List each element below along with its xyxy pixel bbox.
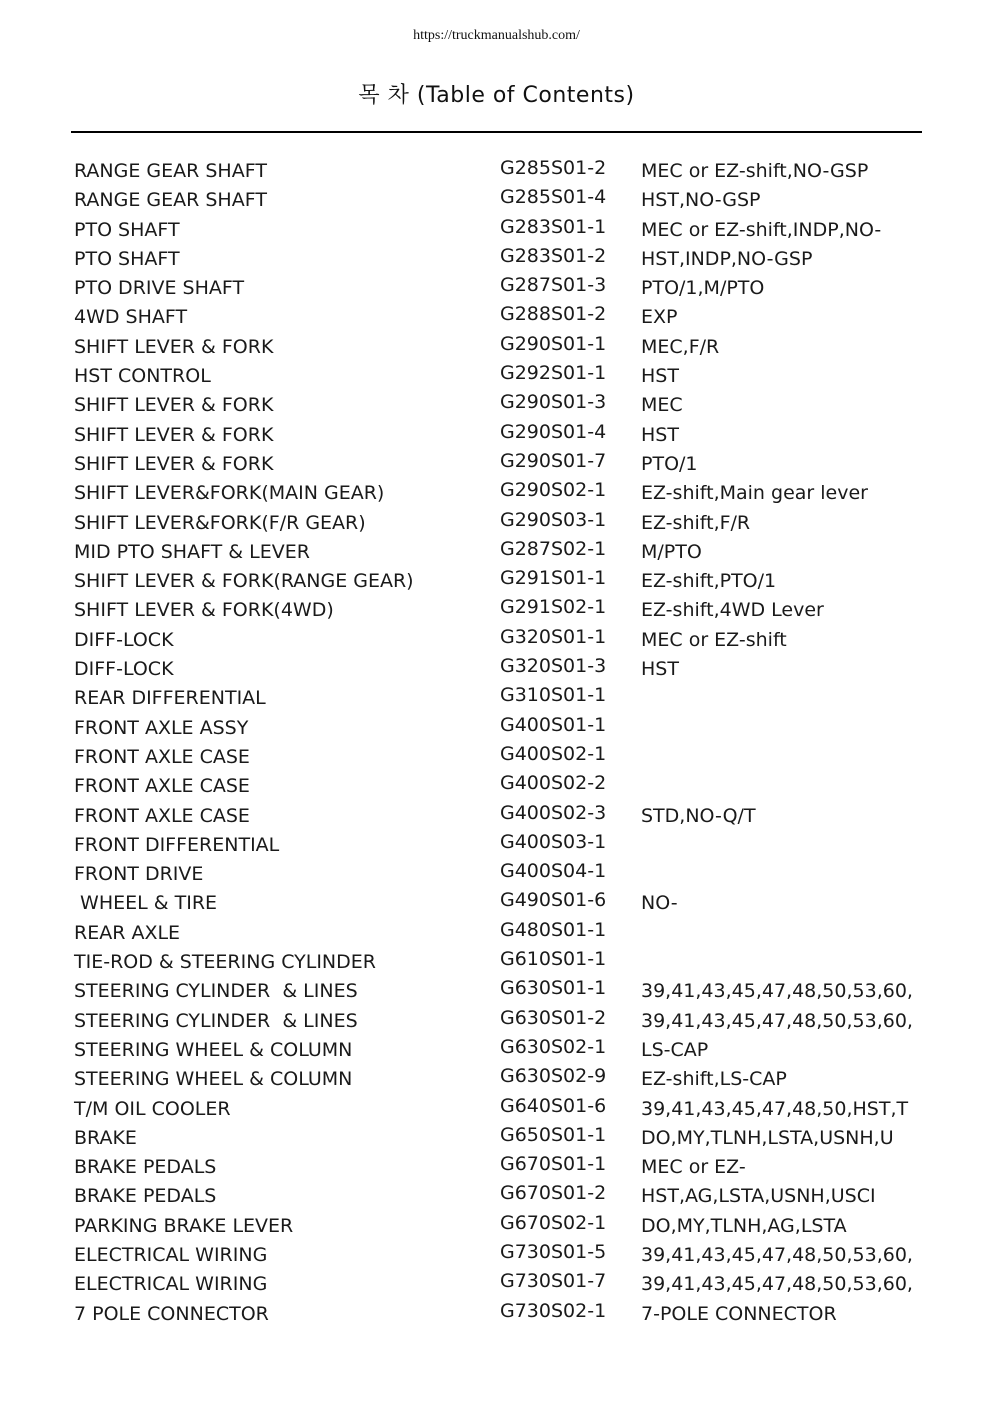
toc-entry-title: T/M OIL COOLER xyxy=(74,1097,231,1120)
toc-entry-code: G285S01-4 xyxy=(500,186,607,209)
toc-entry-code: G480S01-1 xyxy=(500,918,607,941)
toc-entry-title: BRAKE xyxy=(74,1126,137,1149)
toc-row xyxy=(74,421,934,450)
toc-entry-title: SHIFT LEVER & FORK xyxy=(74,452,274,475)
toc-entry-code: G287S02-1 xyxy=(500,537,607,560)
toc-entry-code: G630S01-2 xyxy=(500,1006,607,1029)
toc-entry-code: G288S01-2 xyxy=(500,303,607,326)
toc-entry-code: G287S01-3 xyxy=(500,274,607,297)
toc-entry-code: G610S01-1 xyxy=(500,948,607,971)
toc-row xyxy=(74,1300,934,1329)
toc-entry-title: PARKING BRAKE LEVER xyxy=(74,1214,294,1237)
toc-entry-title: DIFF-LOCK xyxy=(74,628,174,651)
toc-entry-note: M/PTO xyxy=(641,540,702,563)
toc-entry-note: 39,41,43,45,47,48,50,53,60, xyxy=(641,980,913,1003)
toc-entry-title: SHIFT LEVER&FORK(MAIN GEAR) xyxy=(74,482,385,505)
toc-entry-title: STEERING CYLINDER & LINES xyxy=(74,1009,358,1032)
toc-entry-title: 4WD SHAFT xyxy=(74,306,188,329)
toc-entry-title: SHIFT LEVER & FORK xyxy=(74,335,274,358)
toc-entry-note: 39,41,43,45,47,48,50,53,60, xyxy=(641,1243,913,1266)
toc-entry-code: G290S01-3 xyxy=(500,391,607,414)
toc-row xyxy=(74,362,934,391)
toc-entry-title: TIE-ROD & STEERING CYLINDER xyxy=(74,951,376,974)
toc-row xyxy=(74,245,934,274)
toc-entry-title: FRONT AXLE CASE xyxy=(74,745,250,768)
toc-entry-title: FRONT DRIVE xyxy=(74,863,204,886)
toc-entry-title: FRONT AXLE CASE xyxy=(74,804,250,827)
toc-entry-title: FRONT AXLE CASE xyxy=(74,775,250,798)
toc-row xyxy=(74,157,934,186)
toc-entry-code: G310S01-1 xyxy=(500,684,607,707)
toc-row xyxy=(74,1007,934,1036)
toc-entry-code: G730S01-5 xyxy=(500,1240,607,1263)
toc-entry-code: G283S01-1 xyxy=(500,215,607,238)
toc-entry-code: G400S01-1 xyxy=(500,713,607,736)
toc-entry-title: STEERING WHEEL & COLUMN xyxy=(74,1038,353,1061)
toc-entry-note: EZ-shift,PTO/1 xyxy=(641,570,777,593)
toc-row xyxy=(74,772,934,801)
toc-entry-note: MEC or EZ-shift,NO-GSP xyxy=(641,160,869,182)
toc-row xyxy=(74,684,934,713)
toc-row xyxy=(74,743,934,772)
toc-entry-code: G630S01-1 xyxy=(500,977,607,1000)
toc-entry-note: HST,AG,LSTA,USNH,USCI xyxy=(641,1185,876,1208)
toc-row xyxy=(74,1212,934,1241)
toc-entry-note: PTO/1 xyxy=(641,452,698,475)
toc-entry-code: G290S01-4 xyxy=(500,420,607,443)
source-url: https://truckmanualshub.com/ xyxy=(413,28,580,43)
toc-entry-title: SHIFT LEVER&FORK(F/R GEAR) xyxy=(74,511,366,534)
toc-row xyxy=(74,831,934,860)
toc-entry-note: MEC or EZ-shift,INDP,NO- xyxy=(641,218,882,241)
toc-row xyxy=(74,977,934,1006)
toc-entry-title: STEERING WHEEL & COLUMN xyxy=(74,1068,353,1091)
toc-row xyxy=(74,626,934,655)
toc-entry-note: DO,MY,TLNH,LSTA,USNH,U xyxy=(641,1126,894,1149)
toc-entry-code: G320S01-1 xyxy=(500,625,607,648)
toc-entry-code: G670S02-1 xyxy=(500,1211,607,1234)
toc-entry-title: PTO SHAFT xyxy=(74,218,180,241)
toc-entry-title: HST CONTROL xyxy=(74,365,211,388)
toc-row xyxy=(74,450,934,479)
toc-entry-title: STEERING CYLINDER & LINES xyxy=(74,980,358,1003)
toc-row xyxy=(74,948,934,977)
toc-entry-title: SHIFT LEVER & FORK xyxy=(74,423,274,446)
toc-entry-note: NO- xyxy=(641,892,678,915)
toc-entry-title: FRONT DIFFERENTIAL xyxy=(74,833,280,856)
toc-entry-code: G670S01-1 xyxy=(500,1153,607,1176)
toc-entry-title: SHIFT LEVER & FORK xyxy=(74,394,274,417)
toc-entry-title: RANGE GEAR SHAFT xyxy=(74,189,267,212)
toc-row xyxy=(74,479,934,508)
toc-entry-title: REAR AXLE xyxy=(74,921,181,944)
toc-entry-title: WHEEL & TIRE xyxy=(74,892,218,915)
toc-entry-note: 39,41,43,45,47,48,50,HST,T xyxy=(641,1097,909,1120)
toc-row xyxy=(74,186,934,215)
toc-entry-note: HST xyxy=(641,365,679,388)
toc-row xyxy=(74,860,934,889)
toc-entry-title: BRAKE PEDALS xyxy=(74,1156,217,1179)
toc-row xyxy=(74,1182,934,1211)
toc-entry-code: G290S03-1 xyxy=(500,508,607,531)
toc-entry-code: G400S04-1 xyxy=(500,860,607,883)
toc-entry-code: G291S01-1 xyxy=(500,567,607,590)
toc-row xyxy=(74,303,934,332)
toc-entry-title: DIFF-LOCK xyxy=(74,658,174,681)
toc-entry-note: STD,NO-Q/T xyxy=(641,804,756,827)
toc-entry-code: G290S02-1 xyxy=(500,479,607,502)
toc-entry-note: MEC or EZ-shift xyxy=(641,628,787,651)
toc-entry-title: SHIFT LEVER & FORK(RANGE GEAR) xyxy=(74,570,414,593)
toc-entry-note: EZ-shift,Main gear lever xyxy=(641,482,868,505)
toc-entry-title: PTO DRIVE SHAFT xyxy=(74,277,245,300)
toc-entry-note: EZ-shift,F/R xyxy=(641,511,751,534)
toc-entry-code: G290S01-1 xyxy=(500,332,607,355)
toc-row xyxy=(74,1270,934,1299)
toc-entry-title: SHIFT LEVER & FORK(4WD) xyxy=(74,599,334,622)
toc-entry-note: 7-POLE CONNECTOR xyxy=(641,1302,837,1325)
header-divider xyxy=(71,131,922,133)
toc-entry-title: FRONT AXLE ASSY xyxy=(74,716,249,739)
toc-row xyxy=(74,1036,934,1065)
toc-entry-note: 39,41,43,45,47,48,50,53,60, xyxy=(641,1009,913,1032)
toc-entry-note: MEC or EZ- xyxy=(641,1156,746,1179)
toc-entry-note: EXP xyxy=(641,306,678,329)
toc-entry-title: 7 POLE CONNECTOR xyxy=(74,1302,269,1325)
toc-entry-code: G630S02-9 xyxy=(500,1065,607,1088)
toc-row xyxy=(74,509,934,538)
toc-entry-note: MEC,F/R xyxy=(641,335,720,358)
toc-row xyxy=(74,538,934,567)
toc-entry-note: HST xyxy=(641,423,679,446)
table-of-contents xyxy=(74,157,934,1329)
toc-entry-note: EZ-shift,LS-CAP xyxy=(641,1068,787,1091)
toc-entry-code: G292S01-1 xyxy=(500,362,607,385)
toc-row xyxy=(74,333,934,362)
toc-entry-code: G730S02-1 xyxy=(500,1299,607,1322)
toc-entry-code: G283S01-2 xyxy=(500,244,607,267)
toc-row xyxy=(74,216,934,245)
toc-entry-code: G290S01-7 xyxy=(500,449,607,472)
page-title: 목 차 (Table of Contents) xyxy=(358,83,635,108)
toc-row xyxy=(74,1153,934,1182)
toc-entry-note: PTO/1,M/PTO xyxy=(641,277,765,300)
toc-row xyxy=(74,596,934,625)
toc-entry-code: G320S01-3 xyxy=(500,655,607,678)
toc-entry-code: G285S01-2 xyxy=(500,157,607,179)
toc-entry-note: DO,MY,TLNH,AG,LSTA xyxy=(641,1214,847,1237)
toc-entry-code: G400S02-3 xyxy=(500,801,607,824)
toc-entry-code: G640S01-6 xyxy=(500,1094,607,1117)
toc-entry-title: RANGE GEAR SHAFT xyxy=(74,160,267,182)
toc-row xyxy=(74,919,934,948)
toc-entry-code: G630S02-1 xyxy=(500,1035,607,1058)
toc-entry-title: BRAKE PEDALS xyxy=(74,1185,217,1208)
toc-entry-title: PTO SHAFT xyxy=(74,247,180,270)
toc-entry-note: LS-CAP xyxy=(641,1038,709,1061)
toc-entry-title: REAR DIFFERENTIAL xyxy=(74,687,266,710)
toc-row xyxy=(74,1065,934,1094)
toc-row xyxy=(74,889,934,918)
toc-row xyxy=(74,1124,934,1153)
toc-entry-code: G730S01-7 xyxy=(500,1270,607,1293)
toc-row xyxy=(74,655,934,684)
toc-entry-code: G291S02-1 xyxy=(500,596,607,619)
toc-entry-note: HST,NO-GSP xyxy=(641,189,761,212)
toc-entry-title: ELECTRICAL WIRING xyxy=(74,1273,268,1296)
toc-entry-title: MID PTO SHAFT & LEVER xyxy=(74,540,310,563)
toc-row xyxy=(74,1241,934,1270)
toc-row xyxy=(74,802,934,831)
toc-entry-code: G400S03-1 xyxy=(500,830,607,853)
toc-entry-code: G670S01-2 xyxy=(500,1182,607,1205)
toc-entry-code: G490S01-6 xyxy=(500,889,607,912)
toc-entry-code: G400S02-1 xyxy=(500,742,607,765)
toc-row xyxy=(74,567,934,596)
toc-entry-note: HST,INDP,NO-GSP xyxy=(641,247,813,270)
toc-entry-title: ELECTRICAL WIRING xyxy=(74,1243,268,1266)
toc-entry-code: G400S02-2 xyxy=(500,772,607,795)
toc-entry-note: EZ-shift,4WD Lever xyxy=(641,599,824,622)
toc-entry-code: G650S01-1 xyxy=(500,1123,607,1146)
toc-entry-note: MEC xyxy=(641,394,683,417)
toc-row xyxy=(74,714,934,743)
toc-row xyxy=(74,274,934,303)
toc-row xyxy=(74,391,934,420)
toc-entry-note: HST xyxy=(641,658,679,681)
toc-row xyxy=(74,1095,934,1124)
toc-entry-note: 39,41,43,45,47,48,50,53,60, xyxy=(641,1273,913,1296)
